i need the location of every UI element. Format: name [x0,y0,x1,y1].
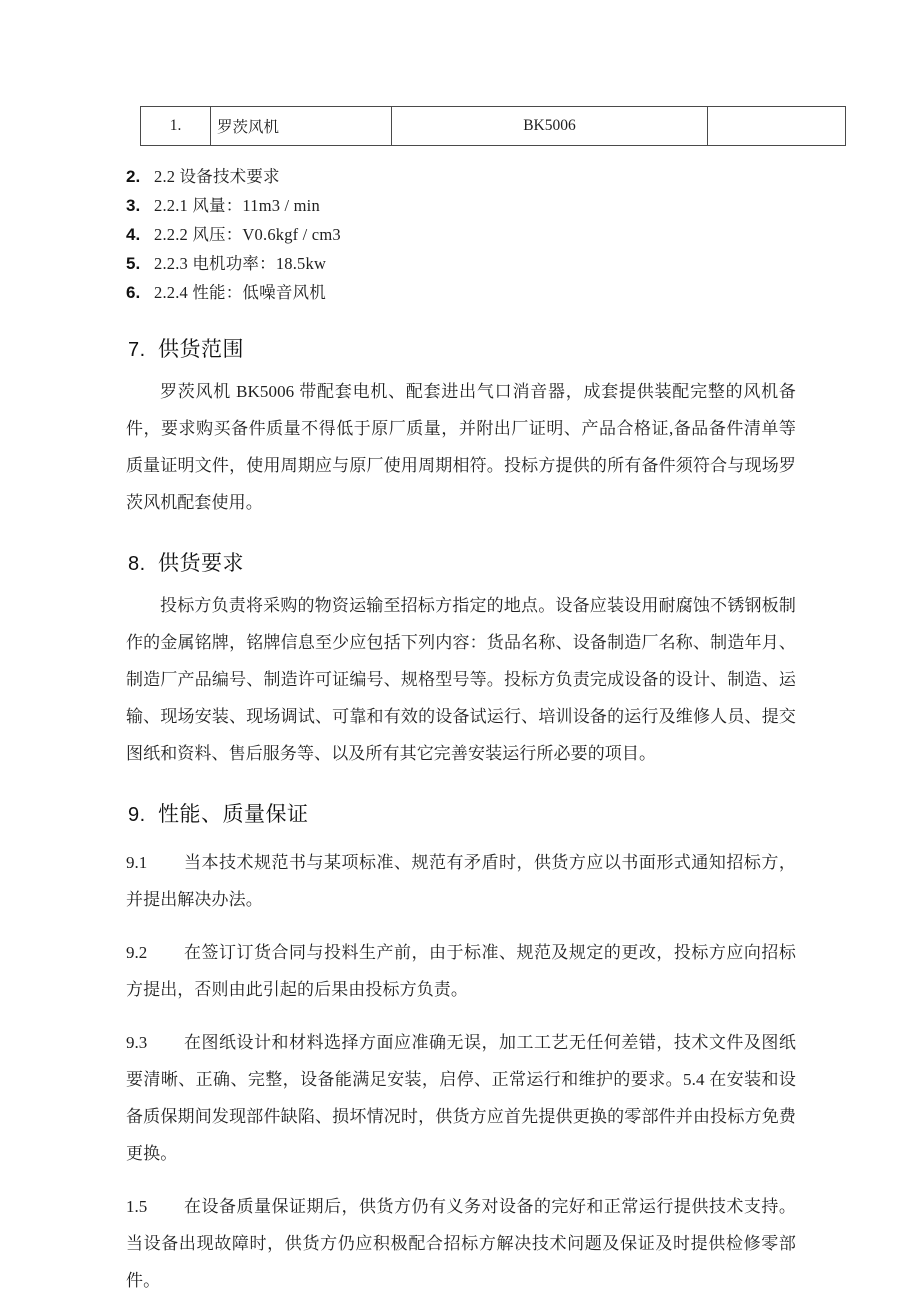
list-item-marker: 2. [126,167,141,186]
list-item [126,191,796,220]
list-item [126,249,796,278]
list-item-label: 2.2.2 风压：V0.6kgf / cm3 [154,225,341,244]
section-heading-supply-scope [128,333,796,363]
clause-9-1 [126,844,796,918]
section-number: 8. [128,553,146,575]
list-item-label: 2.2 设备技术要求 [154,167,280,186]
list-item [126,162,796,191]
section-paragraph-supply-requirements: 投标方负责将采购的物资运输至招标方指定的地点。设备应装设用耐腐蚀不锈钢板制作的金属铭牌，铭牌信息至少应包括下列内容：货品名称、设备制造厂名称、制造年月、制造厂产品编号、制造许可证编号、规格型号等。投标方负责完成设备的设计、制造、运输、现场安装、现场调试、可靠和有效的设备试运行、培训设备的运行及维修人员、提交图纸和资料、售后服务等、以及所有其它完善安装运行所必要的项目。 [126,596,796,763]
clause-9-3 [126,1024,796,1172]
section-heading-supply-requirements [128,547,796,577]
table-row [141,107,846,146]
section-heading-performance-quality [128,798,796,828]
clause-number: 9.3 [126,1033,148,1052]
list-item-label: 2.2.3 电机功率：18.5kw [154,254,327,273]
clause-number: 1.5 [126,1197,148,1216]
section-number: 7. [128,339,146,361]
clause-text: 当本技术规范书与某项标准、规范有矛盾时，供货方应以书面形式通知招标方，并提出解决办法。 [126,853,796,909]
table-cell-item-model: BK5006 [392,107,708,146]
list-item-label: 2.2.4 性能：低噪音风机 [154,283,326,302]
table-cell-item-name: 罗茨风机 [211,107,392,146]
clause-number: 9.2 [126,943,148,962]
list-item [126,220,796,249]
list-item-marker: 3. [126,196,141,215]
clause-number: 9.1 [126,853,148,872]
section-number: 9. [128,804,146,826]
clause-text: 在设备质量保证期后，供货方仍有义务对设备的完好和正常运行提供技术支持。当设备出现故障时，供货方仍应积极配合招标方解决技术问题及保证及时提供检修零部件。 [126,1197,796,1290]
clause-1-5 [126,1188,796,1299]
list-item [126,278,796,307]
spec-list [126,162,796,307]
table-cell-item-number: 1. [141,107,211,146]
section-title: 供货范围 [158,338,244,361]
list-item-marker: 5. [126,254,141,273]
clause-9-2 [126,934,796,1008]
table-cell-item-extra [708,107,846,146]
list-item-marker: 4. [126,225,141,244]
list-item-label: 2.2.1 风量：11m3 / min [154,196,320,215]
equipment-table-body [141,107,846,146]
section-title: 供货要求 [158,552,244,575]
clause-text: 在签订订货合同与投料生产前，由于标准、规范及规定的更改，投标方应向招标方提出，否则由此引起的后果由投标方负责。 [126,943,796,999]
document-content [126,94,796,1299]
clause-text: 在图纸设计和材料选择方面应准确无误，加工工艺无任何差错，技术文件及图纸要清晰、正确、完整，设备能满足安装，启停、正常运行和维护的要求。5.4 在安装和设备质保期间发现部件缺陷、损坏情况时，供货方应首先提供更换的零部件并由投标方免费更换。 [126,1033,796,1163]
section-title: 性能、质量保证 [158,803,309,826]
equipment-table [140,106,846,146]
list-item-marker: 6. [126,283,141,302]
section-paragraph-supply-scope: 罗茨风机 BK5006 带配套电机、配套进出气口消音器，成套提供装配完整的风机备件，要求购买备件质量不得低于原厂质量，并附出厂证明、产品合格证,备品备件清单等质量证明文件，使用周期应与原厂使用周期相符。投标方提供的所有备件须符合与现场罗茨风机配套使用。 [126,382,796,512]
